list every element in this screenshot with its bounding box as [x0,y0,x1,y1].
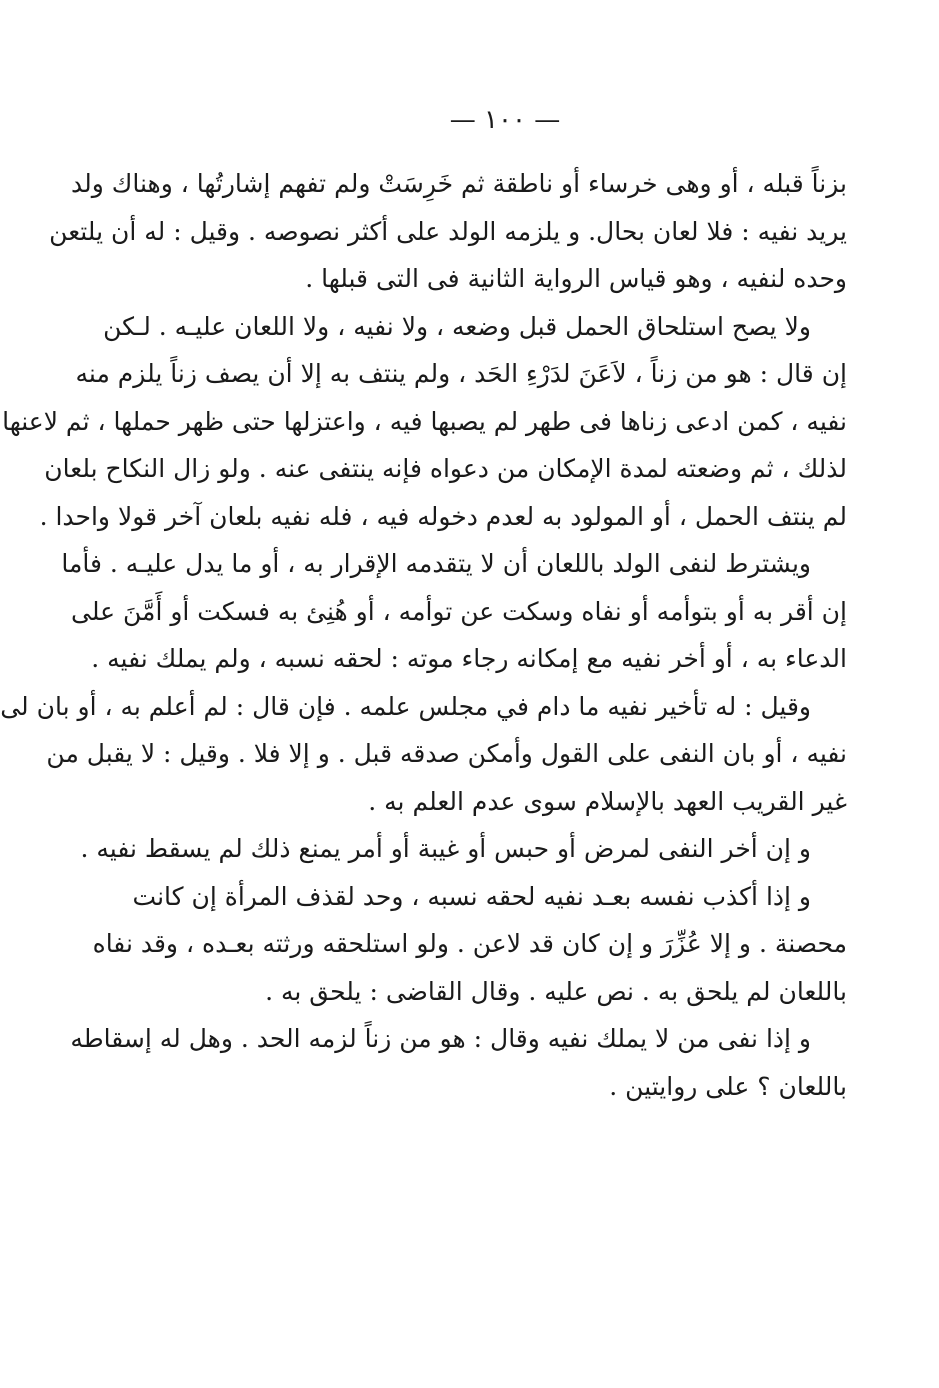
text-line: لذلك ، ثم وضعته لمدة الإمكان من دعواه فإنه ينتفى عنه . ولو زال النكاح بلعان [44,454,847,483]
text-line: محصنة . و إلا عُزِّرَ و إن كان قد لاعن . ولو استلحقه ورثته بعـده ، وقد نفاه [92,929,847,958]
text-line: وقيل : له تأخير نفيه ما دام في مجلس علمه . فإن قال : لم أعلم به ، أو بان لى [0,691,811,721]
text-line: يريد نفيه : فلا لعان بحال. و يلزمه الولد على أكثر نصوصه . وقيل : له أن يلتعن [49,216,847,246]
text-line: غير القريب العهد بالإسلام سوى عدم العلم به . [368,786,847,816]
text-line: وحده لنفيه ، وهو قياس الرواية الثانية فى التى قبلها . [305,264,847,293]
text-line: و إن أخر النفى لمرض أو حبس أو غيبة أو أمر يمنع ذلك لم يسقط نفيه . [80,834,811,863]
text-line: نفيه ، أو بان النفى على القول وأمكن صدقه قبل . و إلا فلا . وقيل : لا يقبل من [46,739,847,768]
body-text [0,160,847,1110]
text-line: ويشترط لنفى الولد باللعان أن لا يتقدمه الإقرار به ، أو ما يدل عليـه . فأما [61,549,811,578]
text-line: إن أقر به أو بتوأمه أو نفاه وسكت عن توأمه ، أو هُنِئ به فسكت أو أَمَّنَ على [71,596,847,626]
text-line: إن قال : هو من زناً ، لاَعَنَ لدَرْءِ الحَد ، ولم ينتف به إلا أن يصف زناً يلزم منه [75,359,847,388]
text-line: بزناً قبله ، أو وهى خرساء أو ناطقة ثم خَرِسَتْ ولم تفهم إشارتُها ، وهناك ولد [70,169,847,198]
page-number: — ١٠٠ — [449,105,561,135]
text-line: و إذا أكذب نفسه بعـد نفيه لحقه نسبه ، وحد لقذف المرأة إن كانت [132,881,811,911]
text-line: باللعان ؟ على روايتين . [609,1071,847,1101]
text-line: الدعاء به ، أو أخر نفيه مع إمكانه رجاء موته : لحقه نسبه ، ولم يملك نفيه . [91,644,847,673]
paragraph [92,873,847,1016]
paragraph [2,303,847,541]
text-line: لم ينتف الحمل ، أو المولود به لعدم دخوله فيه ، فله نفيه بلعان آخر قولا واحدا . [39,501,847,531]
paragraph [49,160,847,303]
text-line: باللعان لم يلحق به . نص عليه . وقال القاضى : يلحق به . [265,976,847,1006]
text-line: و إذا نفى من لا يملك نفيه وقال : هو من زناً لزمه الحد . وهل له إسقاطه [70,1024,811,1053]
paragraph [80,825,847,873]
paragraph [0,683,847,826]
paragraph [70,1015,847,1110]
paragraph [61,540,847,683]
text-line: ولا يصح استلحاق الحمل قبل وضعه ، ولا نفيه ، ولا اللعان عليـه . لـكن [103,311,811,341]
text-line: نفيه ، كمن ادعى زناها فى طهر لم يصبها فيه ، واعتزلها حتى ظهر حملها ، ثم لاعنها [2,406,847,436]
